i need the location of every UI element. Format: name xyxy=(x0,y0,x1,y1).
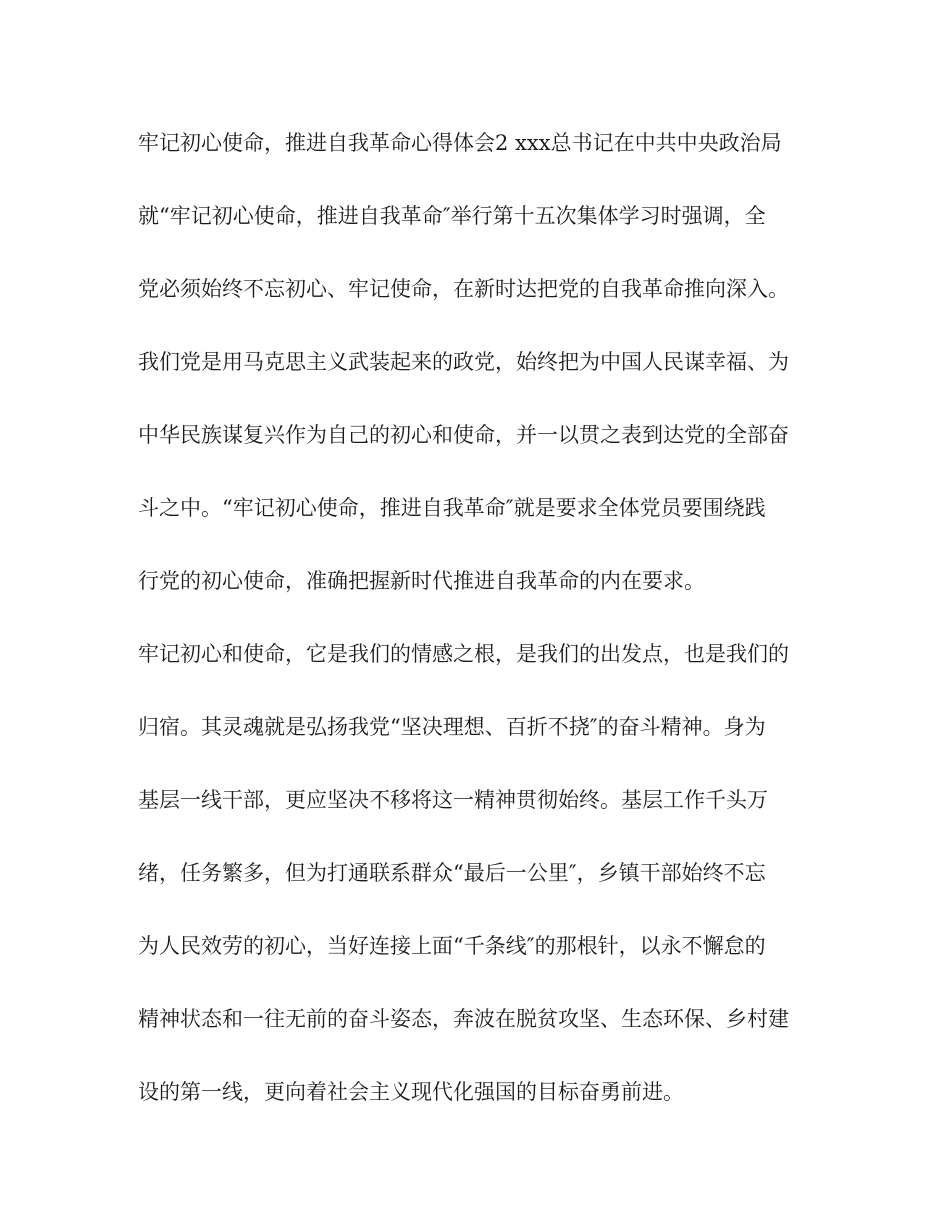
text-line-13: 精神状态和一往无前的奋斗姿态，奔波在脱贫攻坚、生态环保、乡村建 xyxy=(138,1007,789,1031)
text-line-2: 就“牢记初心使命，推进自我革命″举行第十五次集体学习时强调，全 xyxy=(138,204,766,228)
text-line-5: 中华民族谋复兴作为自己的初心和使命，并一以贯之表到达党的全部奋 xyxy=(138,423,789,447)
text-line-10: 基层一线干部，更应坚决不移将这一精神贯彻始终。基层工作千头万 xyxy=(138,788,768,812)
text-line-3: 党必须始终不忘初心、牢记使命，在新时达把党的自我革命推向深入。 xyxy=(138,277,789,301)
document-body xyxy=(138,121,828,1143)
text-line-12: 为人民效劳的初心，当好连接上面“千条线″的那根针，以永不懈怠的 xyxy=(138,934,766,958)
text-line-4: 我们党是用马克思主义武装起来的政党，始终把为中国人民谋幸福、为 xyxy=(138,350,789,374)
text-line-1: 牢记初心使命，推进自我革命心得体会2 xxx总书记在中共中央政治局 xyxy=(138,131,782,155)
text-line-11: 绪，任务繁多，但为打通联系群众“最后一公里″，乡镇干部始终不忘 xyxy=(138,861,766,885)
text-line-9: 归宿。其灵魂就是弘扬我党“坚决理想、百折不挠″的奋斗精神。身为 xyxy=(138,715,766,739)
text-line-14: 设的第一线，更向着社会主义现代化强国的目标奋勇前进。 xyxy=(138,1080,684,1104)
text-line-6: 斗之中。“牢记初心使命，推进自我革命″就是要求全体党员要围绕践 xyxy=(138,496,766,520)
text-line-8: 牢记初心和使命，它是我们的情感之根，是我们的出发点，也是我们的 xyxy=(138,642,789,666)
text-line-7: 行党的初心使命，准确把握新时代推进自我革命的内在要求。 xyxy=(138,569,705,593)
